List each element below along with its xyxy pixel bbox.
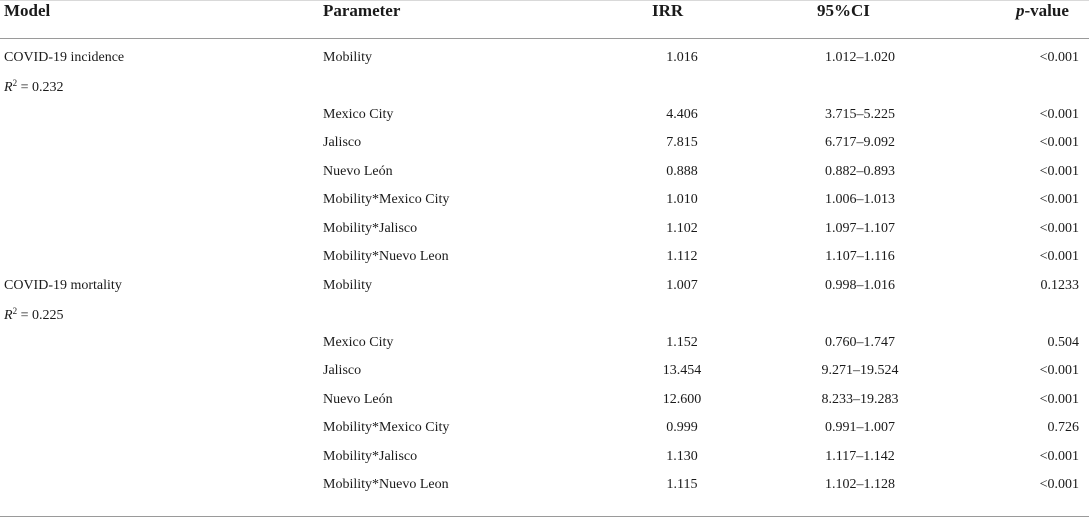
irr-cell: 1.152 — [666, 335, 698, 350]
p-value-cell: <0.001 — [1039, 477, 1079, 492]
parameter-cell: Mobility — [323, 50, 373, 65]
ci-cell: 8.233–19.283 — [821, 392, 899, 407]
table-row — [0, 392, 1089, 420]
p-value-cell: <0.001 — [1039, 449, 1079, 464]
r-squared-value: 0.232 — [31, 80, 64, 95]
parameter-cell: Nuevo León — [323, 164, 393, 179]
parameter-cell: Mobility*Mexico City — [323, 192, 450, 207]
table-row — [0, 477, 1089, 505]
p-value-cell: 0.504 — [1047, 335, 1079, 350]
r-squared-value: 0.225 — [31, 308, 64, 323]
table-row — [0, 50, 1089, 78]
parameter-cell: Mexico City — [323, 107, 394, 122]
p-value-cell: <0.001 — [1039, 221, 1079, 236]
irr-cell: 1.130 — [666, 449, 698, 464]
header-irr: IRR — [652, 1, 684, 20]
irr-cell: 13.454 — [662, 363, 702, 378]
ci-cell: 1.107–1.116 — [825, 249, 895, 264]
irr-cell: 12.600 — [662, 392, 702, 407]
ci-cell: 6.717–9.092 — [825, 135, 895, 150]
ci-cell: 1.097–1.107 — [825, 221, 895, 236]
table-row — [0, 164, 1089, 192]
parameter-cell: Mobility — [323, 278, 373, 293]
irr-cell: 1.016 — [666, 50, 698, 65]
p-value-cell: <0.001 — [1039, 363, 1079, 378]
parameter-cell: Mobility*Nuevo Leon — [323, 477, 449, 492]
irr-cell: 4.406 — [666, 107, 698, 122]
table-row — [0, 192, 1089, 220]
header-p-letter: p — [1016, 1, 1025, 20]
p-value-cell: 0.726 — [1047, 420, 1079, 435]
parameter-cell: Nuevo León — [323, 392, 393, 407]
irr-cell: 1.007 — [666, 278, 698, 293]
parameter-cell: Mobility*Mexico City — [323, 420, 450, 435]
header-model: Model — [4, 1, 51, 20]
irr-cell: 1.112 — [666, 249, 698, 264]
model-name: COVID-19 mortality — [4, 278, 122, 293]
ci-cell: 1.006–1.013 — [825, 192, 895, 207]
ci-cell: 0.991–1.007 — [825, 420, 895, 435]
table-header — [0, 0, 1089, 38]
p-value-cell: <0.001 — [1039, 50, 1079, 65]
p-value-cell: <0.001 — [1039, 392, 1079, 407]
parameter-cell: Jalisco — [323, 135, 362, 150]
irr-cell: 1.102 — [666, 221, 698, 236]
parameter-cell: Mobility*Jalisco — [323, 449, 418, 464]
p-value-cell: <0.001 — [1039, 249, 1079, 264]
irr-cell: 1.010 — [666, 192, 698, 207]
p-value-cell: 0.1233 — [1040, 278, 1079, 293]
table-row — [0, 135, 1089, 163]
table-row — [0, 221, 1089, 249]
header-ci: 95%CI — [817, 1, 870, 20]
r-squared: $R^2 = 0.225$ — [4, 306, 64, 323]
p-value-cell: <0.001 — [1039, 135, 1079, 150]
irr-cell: 7.815 — [666, 135, 698, 150]
table-row — [0, 420, 1089, 448]
p-value-cell: <0.001 — [1039, 164, 1079, 179]
r-squared: $R^2 = 0.232$ — [4, 78, 64, 95]
table-row — [0, 363, 1089, 391]
ci-cell: 0.760–1.747 — [825, 335, 895, 350]
parameter-cell: Jalisco — [323, 363, 362, 378]
irr-cell: 0.999 — [666, 420, 698, 435]
model-name: COVID-19 incidence — [4, 50, 125, 65]
ci-cell: 3.715–5.225 — [825, 107, 895, 122]
ci-cell: 9.271–19.524 — [821, 363, 899, 378]
parameter-cell: Mobility*Jalisco — [323, 221, 418, 236]
table-row — [0, 449, 1089, 477]
table-row — [0, 335, 1089, 363]
ci-cell: 0.882–0.893 — [825, 164, 895, 179]
p-value-cell: <0.001 — [1039, 192, 1079, 207]
ci-cell: 1.117–1.142 — [825, 449, 895, 464]
bottom-rule — [0, 516, 1089, 517]
ci-cell: 0.998–1.016 — [825, 278, 895, 293]
header-parameter: Parameter — [323, 1, 401, 20]
irr-cell: 0.888 — [666, 164, 698, 179]
table-row — [0, 278, 1089, 306]
table-row — [0, 107, 1089, 135]
header-p-value — [1016, 1, 1069, 21]
header-p-suffix: -value — [1024, 1, 1069, 20]
irr-cell: 1.115 — [666, 477, 698, 492]
ci-cell: 1.012–1.020 — [825, 50, 895, 65]
parameter-cell: Mobility*Nuevo Leon — [323, 249, 449, 264]
ci-cell: 1.102–1.128 — [825, 477, 895, 492]
parameter-cell: Mexico City — [323, 335, 394, 350]
p-value-cell: <0.001 — [1039, 107, 1079, 122]
table-row — [0, 249, 1089, 277]
header-rule — [0, 38, 1089, 39]
